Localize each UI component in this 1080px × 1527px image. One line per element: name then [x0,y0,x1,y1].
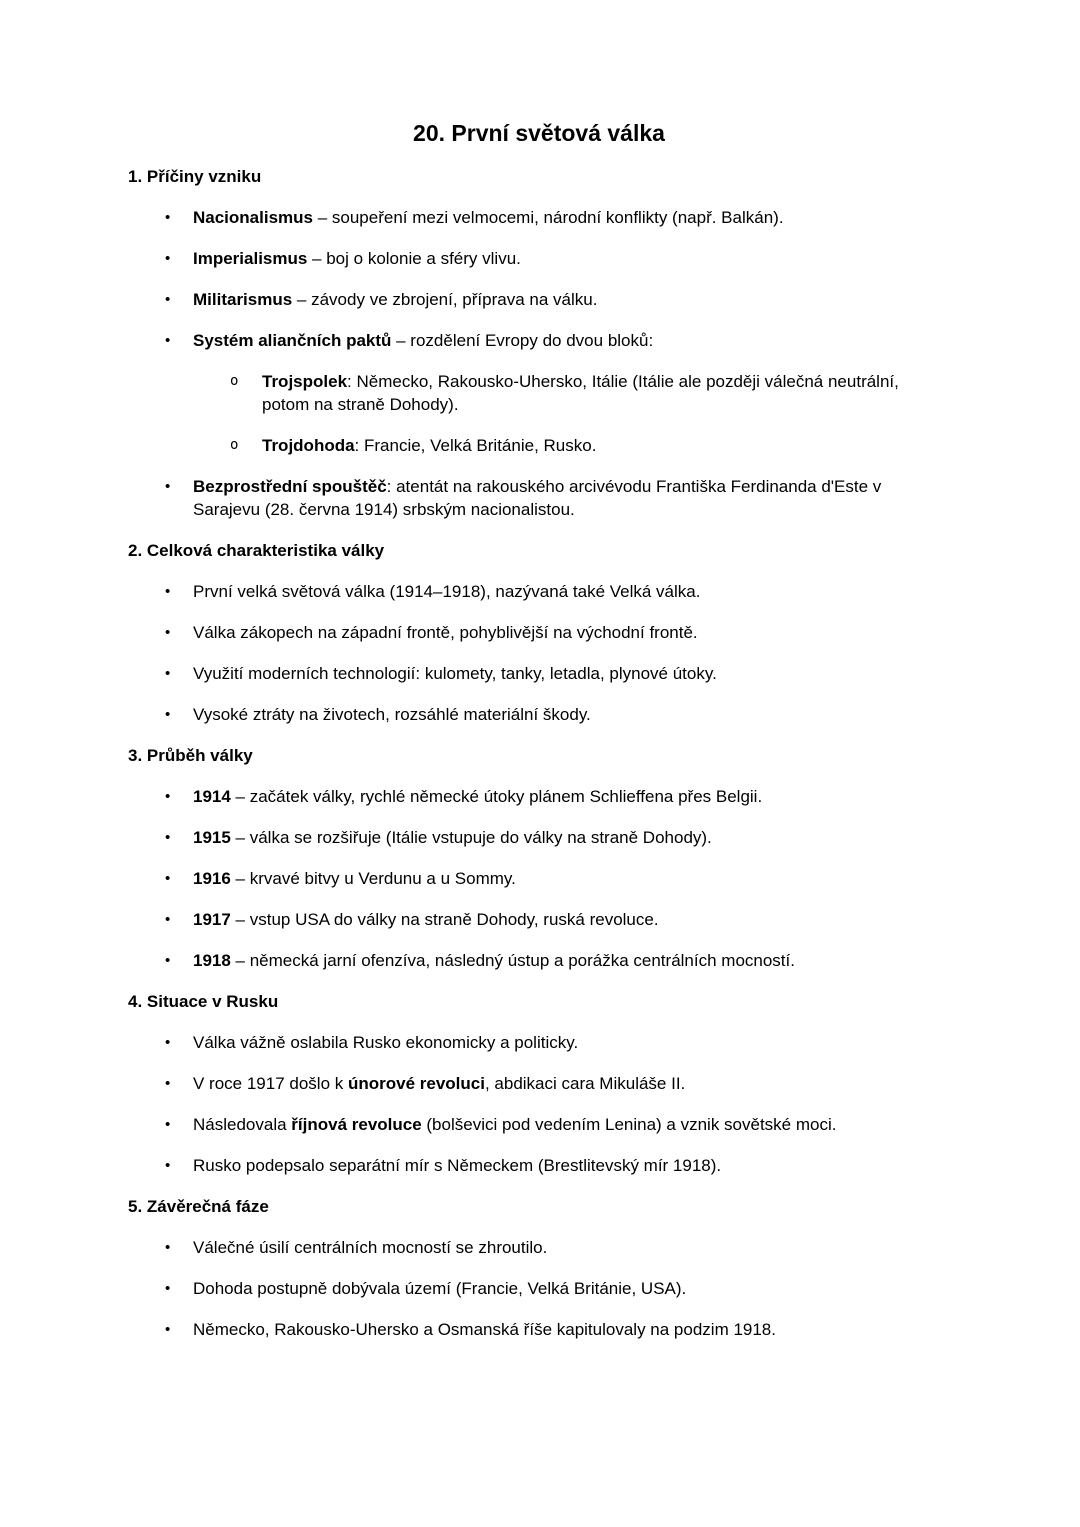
bold-text-segment: Imperialismus [193,249,308,268]
section-heading: 4. Situace v Rusku [128,992,279,1011]
bullet-text [193,1072,950,1095]
disc-bullet-marker: • [165,1280,171,1297]
bold-text-segment: Militarismus [193,290,293,309]
bullet-item [128,1318,950,1341]
bold-text-segment: 1917 [193,910,231,929]
bullet-item [128,247,950,270]
text-segment: – německá jarní ofenzíva, následný ústup a porážka centrálních mocností. [230,951,795,970]
text-segment: : atentát na rakouského arcivévodu Františka Ferdinanda d'Este v Sarajevu (28. června 1914) srbským nacionalistou. [193,477,882,519]
text-segment: Válka vážně oslabila Rusko ekonomicky a politicky. [193,1033,579,1052]
bullet-text [262,370,950,416]
disc-bullet-marker: • [165,870,171,887]
bullet-text [193,580,950,603]
text-segment: Německo, Rakousko-Uhersko a Osmanská říše kapitulovaly na podzim 1918. [193,1320,776,1339]
bullet-item [128,826,950,849]
circle-bullet-marker: o [230,437,239,453]
page-title: 20. První světová válka [413,120,665,146]
bullet-text [193,1031,950,1054]
disc-bullet-marker: • [165,209,171,226]
bullet-text [193,867,950,890]
bullet-item [128,1154,950,1177]
bold-text-segment: Nacionalismus [193,208,313,227]
bullet-text [193,329,950,352]
text-segment: Válka zákopech na západní frontě, pohyblivější na východní frontě. [193,623,698,642]
bullet-item [128,908,950,931]
disc-bullet-marker: • [165,788,171,805]
sub-bullet-item [128,434,950,457]
bullet-text [193,785,950,808]
disc-bullet-marker: • [165,1116,171,1133]
bullet-text [193,247,950,270]
bullet-text [193,826,950,849]
text-segment: Dohoda postupně dobývala území (Francie, Velká Británie, USA). [193,1279,687,1298]
disc-bullet-marker: • [165,829,171,846]
disc-bullet-marker: • [165,952,171,969]
circle-bullet-marker: o [230,373,239,389]
text-segment: – rozdělení Evropy do dvou bloků: [391,331,654,350]
text-segment: Rusko podepsalo separátní mír s Německem (Brestlitevský mír 1918). [193,1156,722,1175]
bold-text-segment: únorové revoluci [347,1074,485,1093]
bold-text-segment: Trojspolek [262,372,348,391]
text-segment: První velká světová válka (1914–1918), nazývaná také Velká válka. [193,582,701,601]
bullet-item [128,867,950,890]
disc-bullet-marker: • [165,1034,171,1051]
bullet-text [193,1236,950,1259]
bullet-text [193,1113,950,1136]
disc-bullet-marker: • [165,250,171,267]
section-heading: 1. Příčiny vzniku [128,167,262,186]
bullet-item [128,949,950,972]
text-segment: : Německo, Rakousko-Uhersko, Itálie (Itálie ale později válečná neutrální, potom na straně Dohody). [262,372,899,414]
bold-text-segment: 1918 [193,951,231,970]
disc-bullet-marker: • [165,665,171,682]
bold-text-segment: říjnová revoluce [291,1115,422,1134]
bullet-text [193,949,950,972]
disc-bullet-marker: • [165,332,171,349]
bullet-item [128,475,950,521]
text-segment: Válečné úsilí centrálních mocností se zhroutilo. [193,1238,548,1257]
text-segment: , abdikaci cara Mikuláše II. [484,1074,686,1093]
text-segment: Následovala [193,1115,292,1134]
disc-bullet-marker: • [165,478,171,495]
bold-text-segment: Bezprostřední spouštěč [193,477,387,496]
disc-bullet-marker: • [165,1321,171,1338]
bullet-item [128,206,950,229]
bullet-text [193,1318,950,1341]
document-body [128,165,950,1341]
sub-bullet-item [128,370,950,416]
text-segment: Využití moderních technologií: kulomety, tanky, letadla, plynové útoky. [193,664,717,683]
text-segment: – boj o kolonie a sféry vlivu. [307,249,521,268]
disc-bullet-marker: • [165,1239,171,1256]
bullet-item [128,703,950,726]
bullet-text [193,475,950,521]
bullet-item [128,329,950,352]
section-heading: 5. Závěrečná fáze [128,1197,269,1216]
bold-text-segment: Trojdohoda [262,436,355,455]
bold-text-segment: 1915 [193,828,231,847]
text-segment: – krvavé bitvy u Verdunu a u Sommy. [230,869,516,888]
bullet-text [262,434,950,457]
bullet-text [193,703,950,726]
disc-bullet-marker: • [165,706,171,723]
text-segment: Vysoké ztráty na životech, rozsáhlé materiální škody. [193,705,591,724]
disc-bullet-marker: • [165,1075,171,1092]
bullet-item [128,1031,950,1054]
disc-bullet-marker: • [165,291,171,308]
text-segment: : Francie, Velká Británie, Rusko. [354,436,597,455]
text-segment: V roce 1917 došlo k [193,1074,348,1093]
bullet-text [193,621,950,644]
section-heading: 3. Průběh války [128,746,253,765]
bullet-text [193,206,950,229]
text-segment: – vstup USA do války na straně Dohody, ruská revoluce. [230,910,659,929]
text-segment: – válka se rozšiřuje (Itálie vstupuje do války na straně Dohody). [230,828,712,847]
bullet-text [193,908,950,931]
text-segment: – soupeření mezi velmocemi, národní konflikty (např. Balkán). [313,208,784,227]
bullet-item [128,662,950,685]
section-heading: 2. Celková charakteristika války [128,541,385,560]
bullet-item [128,621,950,644]
text-segment: – začátek války, rychlé německé útoky plánem Schlieffena přes Belgii. [230,787,763,806]
bold-text-segment: 1914 [193,787,231,806]
bullet-item [128,288,950,311]
disc-bullet-marker: • [165,911,171,928]
bullet-item [128,1113,950,1136]
bullet-text [193,1277,950,1300]
bullet-item [128,785,950,808]
bullet-text [193,288,950,311]
disc-bullet-marker: • [165,624,171,641]
bullet-item [128,1072,950,1095]
disc-bullet-marker: • [165,583,171,600]
bold-text-segment: 1916 [193,869,231,888]
bold-text-segment: Systém aliančních paktů [193,331,392,350]
text-segment: (bolševici pod vedením Lenina) a vznik sovětské moci. [421,1115,837,1134]
bullet-text [193,662,950,685]
bullet-item [128,580,950,603]
text-segment: – závody ve zbrojení, příprava na válku. [292,290,598,309]
bullet-item [128,1236,950,1259]
bullet-text [193,1154,950,1177]
disc-bullet-marker: • [165,1157,171,1174]
bullet-item [128,1277,950,1300]
